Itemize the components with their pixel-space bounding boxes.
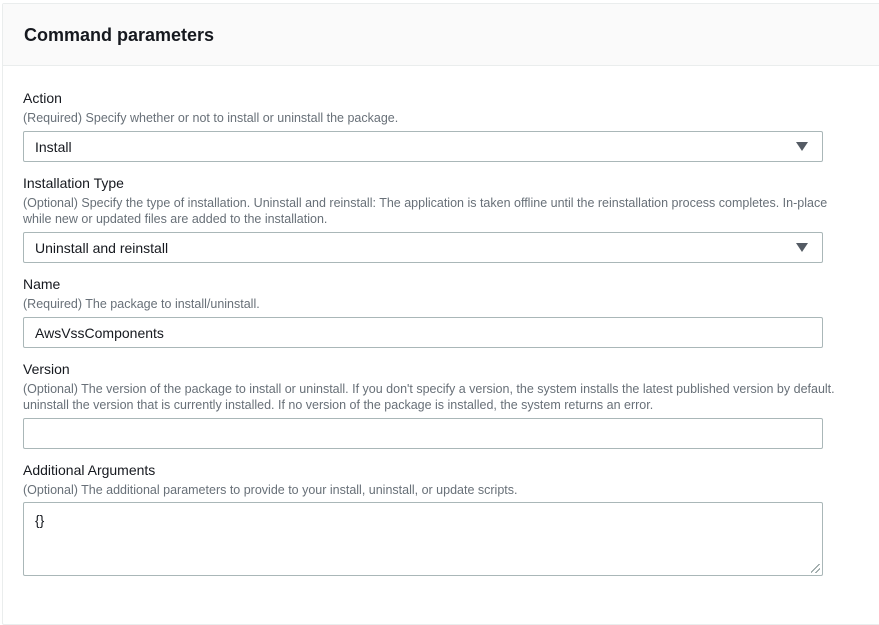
action-description: (Required) Specify whether or not to install or uninstall the package. [23,111,399,125]
caret-down-icon [796,243,808,252]
action-select[interactable] [23,131,823,162]
version-input[interactable] [23,418,823,449]
installation-type-select-value: Uninstall and reinstall [35,240,169,256]
action-label: Action [23,90,62,106]
name-input[interactable] [23,317,823,348]
additional-arguments-value: {} [35,512,45,528]
name-description: (Required) The package to install/uninstall. [23,297,260,311]
panel-header [3,4,879,66]
version-description-line1: (Optional) The version of the package to install or uninstall. If you don't specify a version, the system installs the latest published version by default. [23,382,835,396]
version-description-line2: uninstall the version that is currently installed. If no version of the package is installed, the system returns an error. [23,398,654,412]
additional-arguments-description: (Optional) The additional parameters to provide to your install, uninstall, or update scripts. [23,483,518,497]
name-label: Name [23,276,61,292]
panel-title: Command parameters [24,25,215,45]
caret-down-icon [796,142,808,151]
installation-type-label: Installation Type [23,175,124,191]
resize-handle-icon[interactable] [811,564,820,573]
action-select-value: Install [35,139,72,155]
name-input-value: AwsVssComponents [35,325,164,341]
installation-type-description-line2: while new or updated files are added to the installation. [23,212,328,226]
additional-arguments-label: Additional Arguments [23,462,156,478]
installation-type-select[interactable] [23,232,823,263]
version-label: Version [23,361,70,377]
installation-type-description-line1: (Optional) Specify the type of installation. Uninstall and reinstall: The application is taken offline until the reinstallation process completes. In-place [23,196,828,210]
additional-arguments-textarea[interactable] [23,502,823,576]
